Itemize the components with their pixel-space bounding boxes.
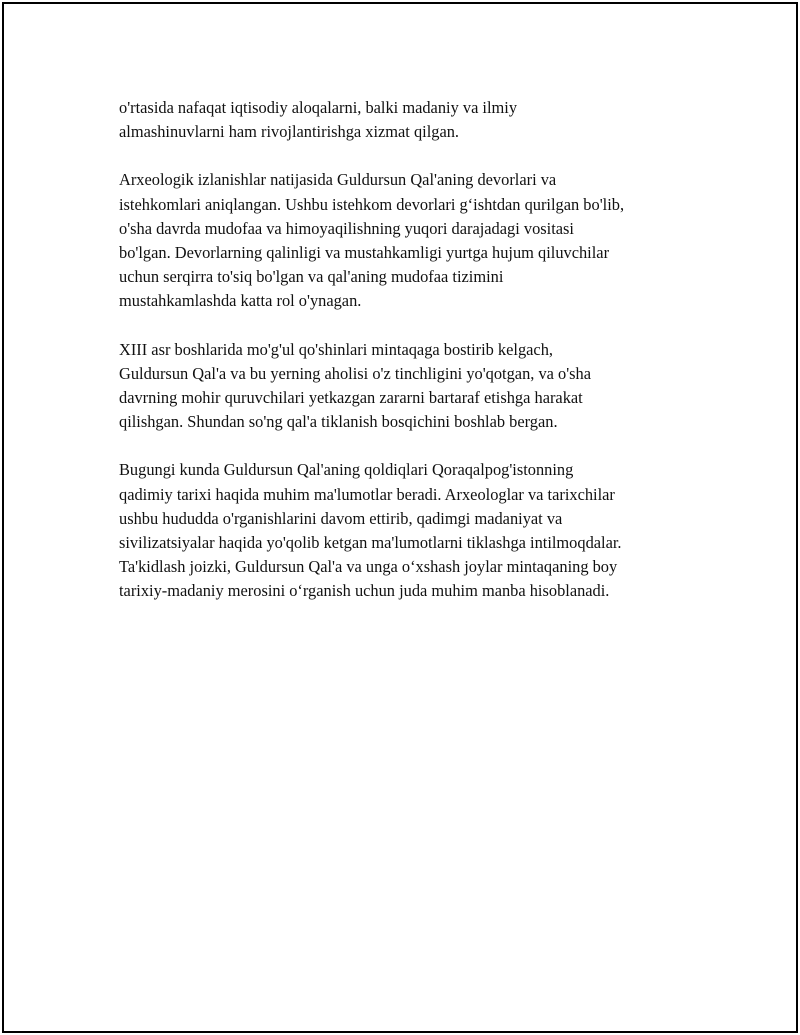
text-line: uchun serqirra to'siq bo'lgan va qal'aning mudofaa tizimini [119,267,504,287]
text-line: Bugungi kunda Guldursun Qal'aning qoldiqlari Qoraqalpog'istonning [119,460,574,480]
document-body [119,96,694,628]
text-line: Ta'kidlash joizki, Guldursun Qal'a va unga o‘xshash joylar mintaqaning boy [119,557,618,577]
text-line: ushbu hududda o'rganishlarini davom ettirib, qadimgi madaniyat va [119,508,563,528]
text-line: o'sha davrda mudofaa va himoyaqilishning yuqori darajadagi vositasi [119,218,574,238]
text-line: qilishgan. Shundan so'ng qal'a tiklanish bosqichini boshlab bergan. [119,412,558,432]
paragraph-4 [119,458,694,603]
paragraph-1 [119,96,694,144]
text-line: XIII asr boshlarida mo'g'ul qo'shinlari mintaqaga bostirib kelgach, [119,339,553,359]
text-line: qadimiy tarixi haqida muhim ma'lumotlar beradi. Arxeologlar va tarixchilar [119,484,615,504]
text-line: o'rtasida nafaqat iqtisodiy aloqalarni, balki madaniy va ilmiy [119,98,518,117]
text-line: Guldursun Qal'a va bu yerning aholisi o'z tinchligini yo'qotgan, va o'sha [119,363,592,383]
text-line: sivilizatsiyalar haqida yo'qolib ketgan ma'lumotlarni tiklashga intilmoqdalar. [119,533,622,553]
paragraph-2 [119,168,694,313]
text-line: istehkomlari aniqlangan. Ushbu istehkom devorlari g‘ishtdan qurilgan bo'lib, [119,194,625,214]
text-line: Arxeologik izlanishlar natijasida Guldursun Qal'aning devorlari va [119,170,557,190]
text-line: davrning mohir quruvchilari yetkazgan zararni bartaraf etishga harakat [119,388,583,408]
document-page [2,2,798,1033]
text-line: bo'lgan. Devorlarning qalinligi va mustahkamligi yurtga hujum qiluvchilar [119,243,610,263]
paragraph-3 [119,338,694,435]
text-line: mustahkamlashda katta rol o'ynagan. [119,291,362,311]
text-line: almashinuvlarni ham rivojlantirishga xizmat qilgan. [119,122,460,142]
text-line: tarixiy-madaniy merosini o‘rganish uchun juda muhim manba hisoblanadi. [119,581,610,601]
